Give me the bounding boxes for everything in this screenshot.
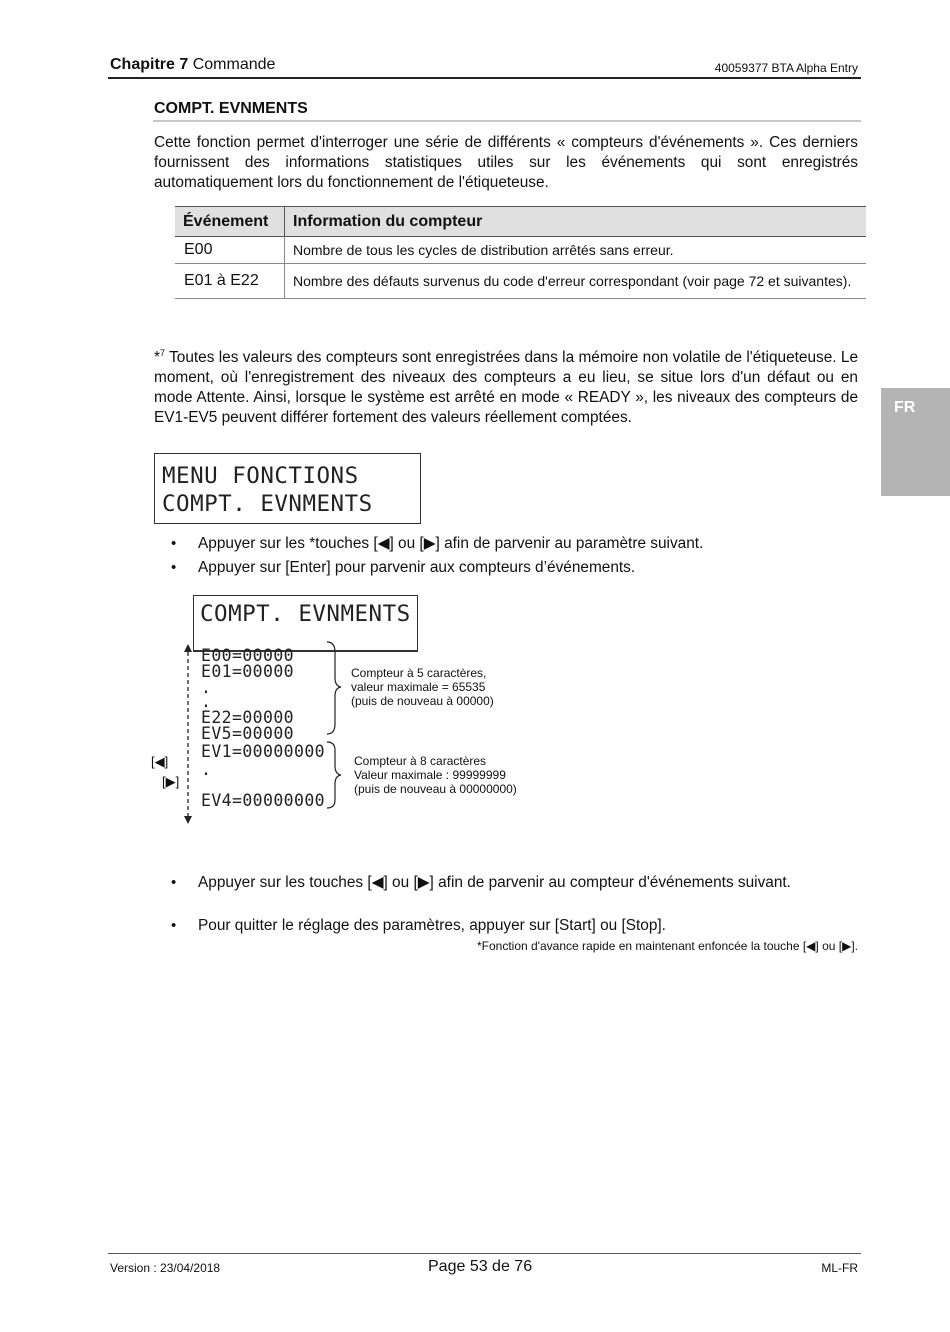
intro-paragraph: Cette fonction permet d'interroger une série de différents « compteurs d'événements ». Ces derniers fournissent des informations statistiques utiles sur les événements qui sont enregistrés automatiquement lors du fonctionnement de l'étiqueteuse. xyxy=(154,134,858,191)
brace-icon xyxy=(327,742,341,808)
counter-line: E00=00000 xyxy=(201,646,295,665)
annotation-8-digit xyxy=(354,754,517,796)
lcd-line-2: COMPT. EVNMENTS xyxy=(162,491,373,517)
annotation-line: (puis de nouveau à 00000000) xyxy=(354,782,517,796)
nav-key-right: [▶] xyxy=(162,774,180,789)
table-header-event: Événement xyxy=(175,207,285,237)
language-tab-label: FR xyxy=(894,399,916,416)
annotation-line: Valeur maximale : 99999999 xyxy=(354,768,506,782)
counter-line: E22=00000 xyxy=(201,708,295,727)
storage-note xyxy=(154,343,858,428)
bullet-icon: • xyxy=(171,559,177,576)
section-title: COMPT. EVNMENTS xyxy=(154,100,308,117)
bullet-text: Appuyer sur les touches [◀] ou [▶] afin de parvenir au compteur d'événements suivant. xyxy=(198,874,791,891)
bullet-icon: • xyxy=(171,917,177,934)
note-text: Toutes les valeurs des compteurs sont enregistrées dans la mémoire non volatile de l'étiqueteuse. Le moment, où l'enregistrement des niveaux des compteurs a eu lieu, se situe lors d'un défaut ou en mode Attente. Ainsi, lorsque le système est arrêté en mode « READY », les niveaux des compteurs de EV1-EV5 peuvent différer fortement des valeurs réellement comptées. xyxy=(154,349,858,427)
chapter-label: Chapitre 7 xyxy=(110,56,189,73)
counter-line: EV4=00000000 xyxy=(201,791,326,810)
annotation-5-digit xyxy=(351,666,494,708)
footer-page-number: Page 53 de 76 xyxy=(428,1258,533,1275)
lcd-line-1: MENU FONCTIONS xyxy=(162,463,359,489)
footnote: *Fonction d'avance rapide en maintenant enfoncée la touche [◀] ou [▶]. xyxy=(477,939,858,953)
table-header-info: Information du compteur xyxy=(285,207,867,237)
chapter-heading xyxy=(110,56,275,74)
table-row xyxy=(175,237,866,264)
table-header-row xyxy=(175,207,866,237)
bullet-text: Appuyer sur les *touches [◀] ou [▶] afin de parvenir au paramètre suivant. xyxy=(198,535,704,552)
note-marker: * xyxy=(154,349,160,367)
counter-line: EV5=00000 xyxy=(201,724,295,743)
table-cell-event: E00 xyxy=(175,237,285,264)
annotation-line: (puis de nouveau à 00000) xyxy=(351,694,494,708)
document-reference: 40059377 BTA Alpha Entry xyxy=(714,61,858,75)
chapter-title: Commande xyxy=(192,56,276,73)
language-tab xyxy=(881,388,950,496)
note-footnote-number: 7 xyxy=(160,348,166,358)
table-cell-info: Nombre de tous les cycles de distribution arrêtés sans erreur. xyxy=(285,237,867,264)
scroll-arrow-graphic xyxy=(175,640,355,830)
bullet-text: Pour quitter le réglage des paramètres, appuyer sur [Start] ou [Stop]. xyxy=(198,917,666,934)
header-divider xyxy=(108,77,861,79)
table-cell-info: Nombre des défauts survenus du code d'erreur correspondant (voir page 72 et suivantes). xyxy=(285,264,867,299)
annotation-line: valeur maximale = 65535 xyxy=(351,680,486,694)
counter-ellipsis: . xyxy=(201,678,212,697)
annotation-line: Compteur à 5 caractères, xyxy=(351,666,487,680)
bullet-text: Appuyer sur [Enter] pour parvenir aux compteurs d’événements. xyxy=(198,559,636,576)
section-title-underline xyxy=(153,120,861,122)
lcd-title-line: COMPT. EVNMENTS xyxy=(200,601,411,627)
bullet-icon: • xyxy=(171,874,177,891)
arrow-up-icon xyxy=(184,644,192,652)
table-row xyxy=(175,264,866,299)
counter-ellipsis: . xyxy=(201,692,212,711)
brace-icon xyxy=(327,642,341,734)
event-counter-table xyxy=(175,206,866,299)
counter-line: EV1=00000000 xyxy=(201,742,326,761)
footer-version: Version : 23/04/2018 xyxy=(110,1261,221,1275)
counter-ellipsis: . xyxy=(201,760,212,779)
table-cell-event: E01 à E22 xyxy=(175,264,285,299)
bullet-icon: • xyxy=(171,535,177,552)
annotation-line: Compteur à 8 caractères xyxy=(354,754,487,768)
arrow-down-icon xyxy=(184,816,192,824)
footer-divider xyxy=(108,1253,861,1254)
nav-key-left: [◀] xyxy=(151,754,169,769)
counter-line: E01=00000 xyxy=(201,662,295,681)
footer-language: ML-FR xyxy=(821,1261,858,1275)
